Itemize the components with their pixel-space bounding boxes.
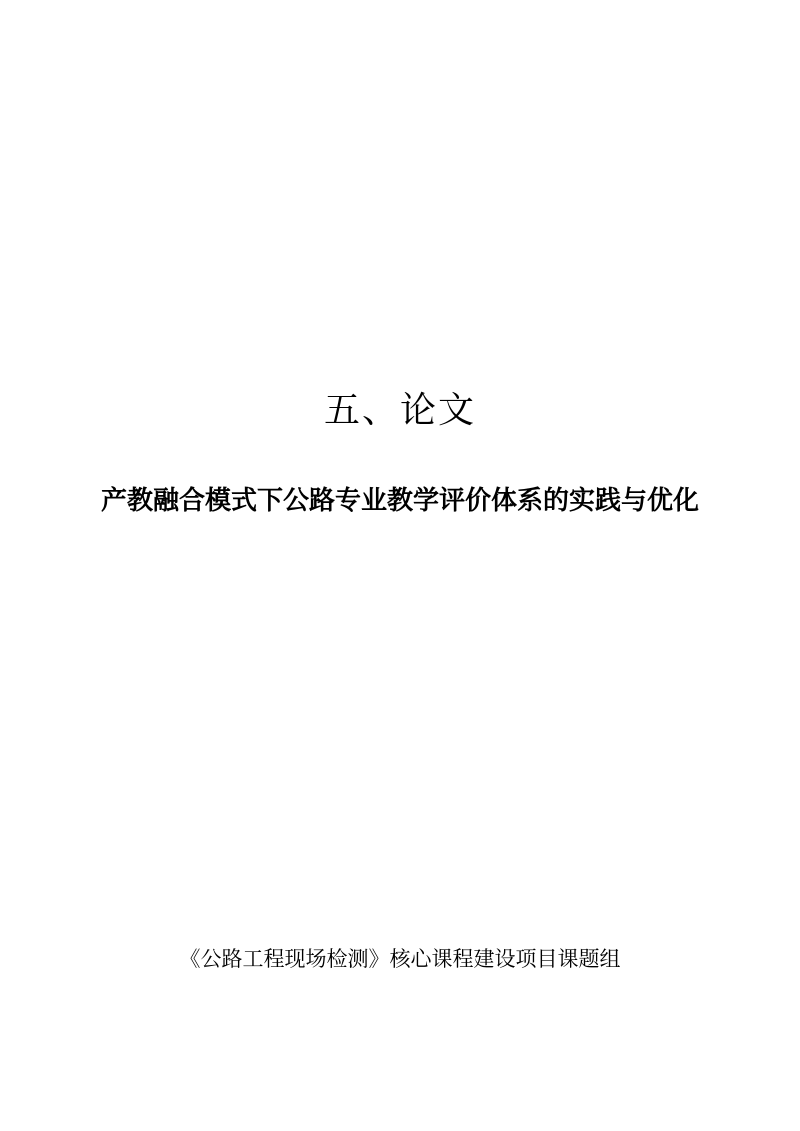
section-title: 五、论文 [323, 390, 476, 430]
paper-title: 产教融合模式下公路专业教学评价体系的实践与优化 [100, 486, 699, 515]
author-line: 《公路工程现场检测》核心课程建设项目课题组 [179, 947, 621, 971]
